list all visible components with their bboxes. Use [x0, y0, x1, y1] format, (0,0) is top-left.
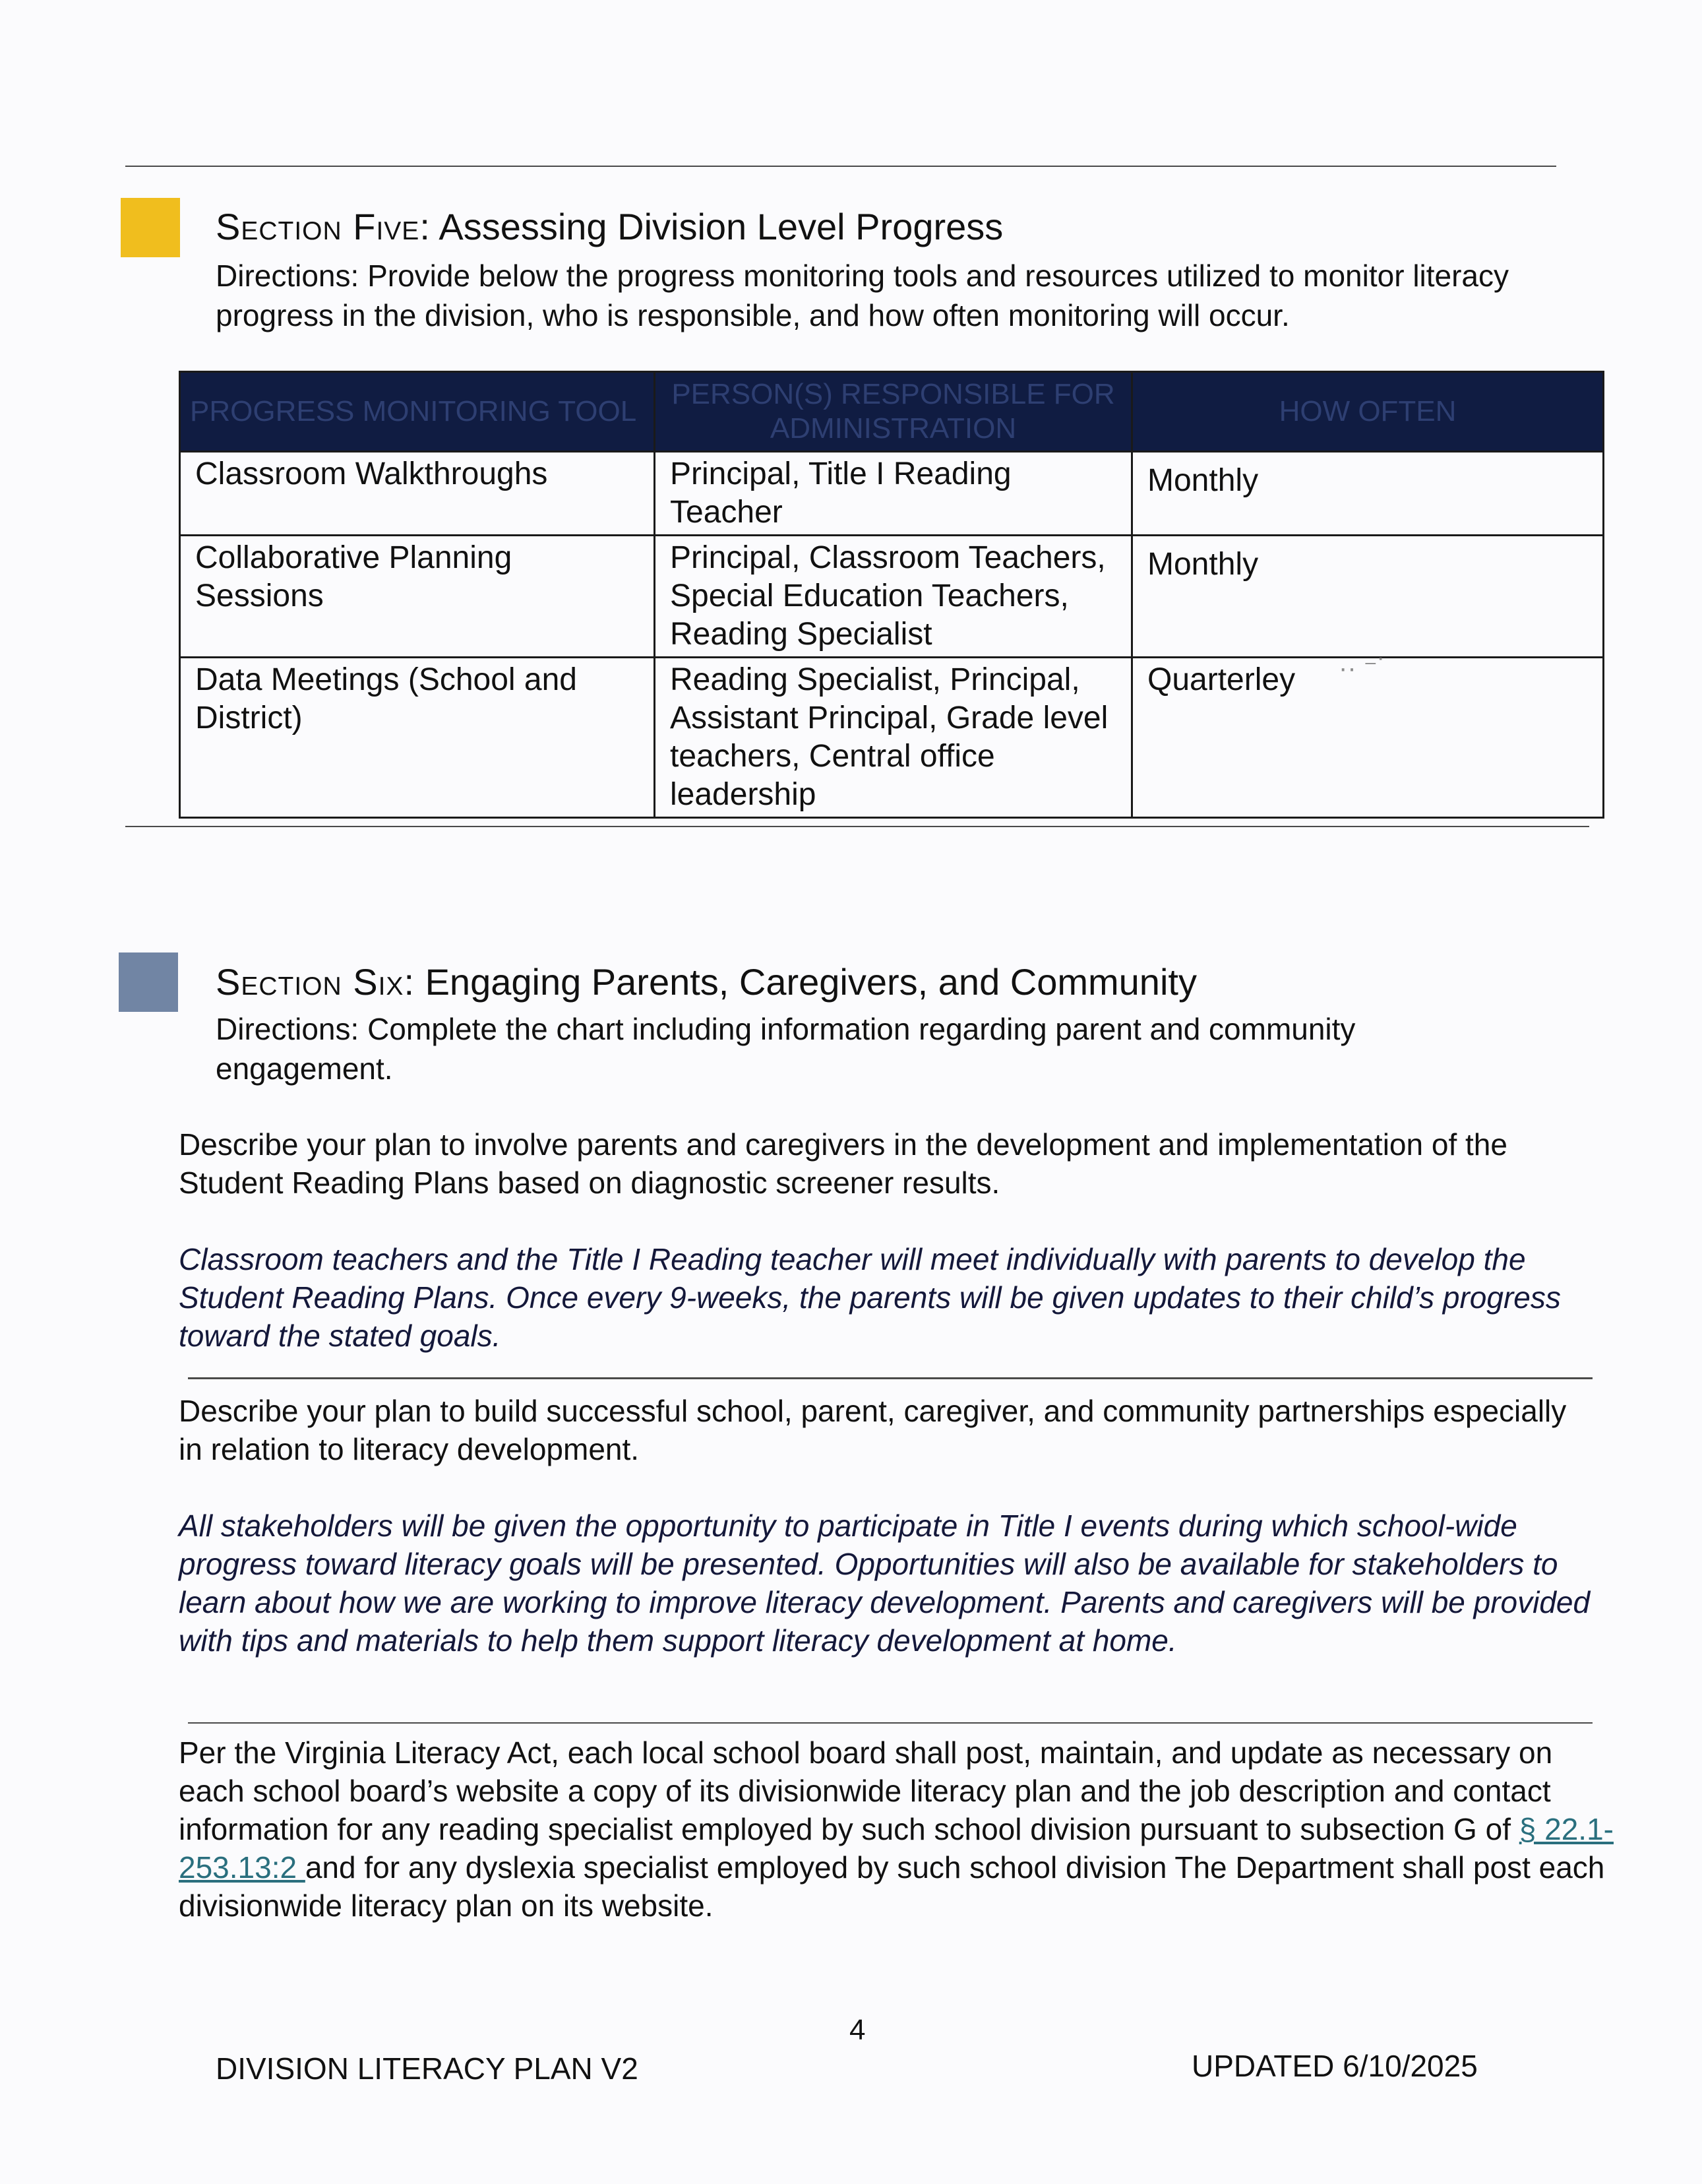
cell-person: Principal, Title I Reading Teacher: [655, 452, 1132, 536]
section-six-directions: Directions: Complete the chart including information regarding parent and community engagement.: [216, 1012, 1356, 1086]
table-row: [180, 452, 1604, 536]
section-six-title: [216, 960, 1197, 1004]
answer-partnerships: All stakeholders will be given the opportunity to participate in Title I events during which school-wide progress toward literacy goals will be presented. Opportunities will also be available for stakeholders to learn about how we are working to improve literacy development. Parents and caregivers will be provided with tips and materials to help them support literacy development at home.: [179, 1509, 1591, 1658]
section-five-heading: Assessing Division Level Progress: [439, 206, 1004, 247]
table-row: [180, 658, 1604, 818]
header-person: PERSON(S) RESPONSIBLE FOR ADMINISTRATION: [655, 372, 1132, 452]
progress-monitoring-table: [179, 371, 1604, 819]
law-text-start: Per the Virginia Literacy Act, each local school board shall post, maintain, and update as necessary on each school board’s website a copy of its divisionwide literacy plan and the job description and contact information for any reading specialist employed by such school division pursuant to subsection G of: [179, 1735, 1553, 1846]
question-partnerships: Describe your plan to build successful school, parent, caregiver, and community partnerships especially in relation to literacy development.: [179, 1394, 1567, 1466]
section-divider: [125, 826, 1589, 827]
cell-person: Principal, Classroom Teachers, Special Education Teachers, Reading Specialist: [655, 536, 1132, 658]
page-number: 4: [849, 2014, 866, 2046]
question-parent-involvement: Describe your plan to involve parents and caregivers in the development and implementation of the Student Reading Plans based on diagnostic screener results.: [179, 1127, 1507, 1200]
table-row: [180, 536, 1604, 658]
section-five-title: [216, 205, 1003, 249]
law-text-end: and for any dyslexia specialist employed by such school division The Department shall post each divisionwide literacy plan on its website.: [179, 1850, 1605, 1923]
footer-right: UPDATED 6/10/2025: [1192, 2049, 1478, 2083]
section-five-directions: Directions: Provide below the progress monitoring tools and resources utilized to monitor literacy progress in the division, who is responsible, and how often monitoring will occur.: [216, 259, 1509, 332]
answer-divider: [188, 1377, 1593, 1379]
section-five-label: Section Five:: [216, 206, 431, 247]
section-six-marker: [119, 952, 178, 1012]
footer-left: DIVISION LITERACY PLAN V2: [216, 2051, 638, 2086]
code-section-link[interactable]: § 22.1-253.13:2: [179, 1812, 1614, 1885]
cell-person: Reading Specialist, Principal, Assistant Principal, Grade level teachers, Central office leadership: [655, 658, 1132, 818]
section-six-heading: Engaging Parents, Caregivers, and Community: [425, 961, 1197, 1003]
cell-tool: Classroom Walkthroughs: [180, 452, 655, 536]
cell-often: Monthly: [1132, 452, 1604, 536]
answer-parent-involvement: Classroom teachers and the Title I Reading teacher will meet individually with parents to develop the Student Reading Plans. Once every 9-weeks, the parents will be given updates to their child’s progress toward the stated goals.: [179, 1242, 1561, 1353]
answer-divider: [188, 1722, 1593, 1724]
virginia-literacy-act-note: [179, 1733, 1616, 1925]
cell-often: Quarterley: [1132, 658, 1604, 818]
table-header-row: [180, 372, 1604, 452]
cell-tool: Data Meetings (School and District): [180, 658, 655, 818]
cell-often: Monthly: [1132, 536, 1604, 658]
section-five-marker: [121, 198, 180, 257]
pen-mark: ·· ⁻˙: [1339, 654, 1387, 683]
header-often: HOW OFTEN: [1132, 372, 1604, 452]
header-tool: PROGRESS MONITORING TOOL: [180, 372, 655, 452]
section-six-label: Section Six:: [216, 961, 415, 1003]
cell-tool: Collaborative Planning Sessions: [180, 536, 655, 658]
top-divider: [125, 166, 1556, 167]
